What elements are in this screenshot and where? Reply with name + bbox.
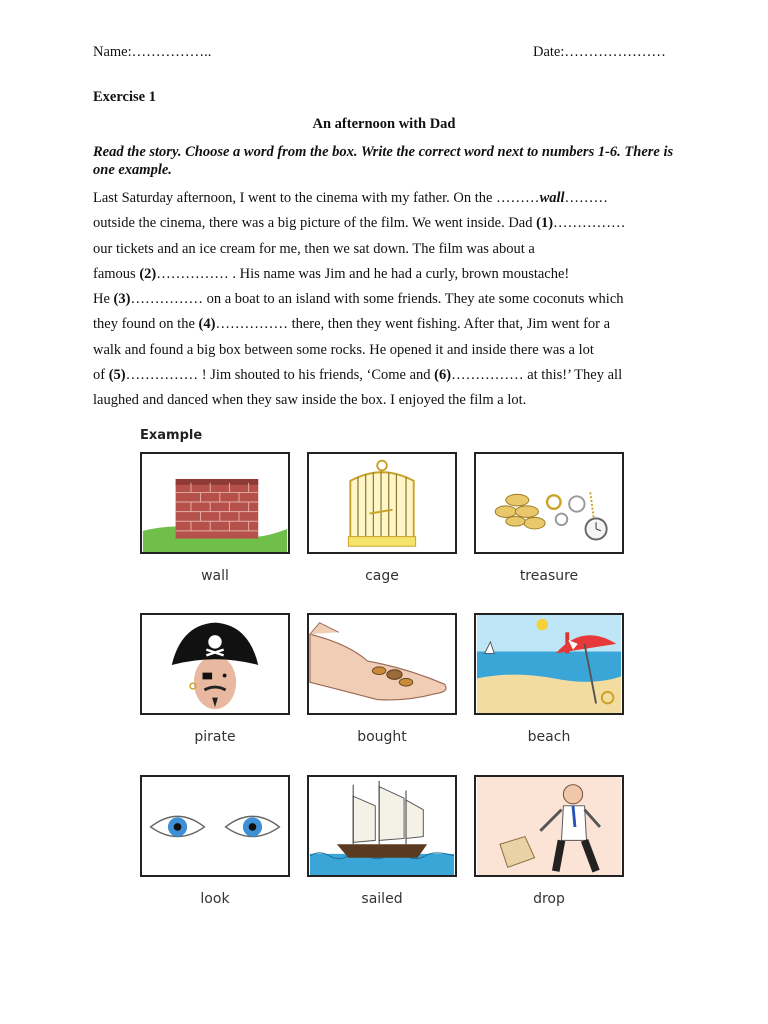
- story-line-9: laughed and danced when they saw inside the box. I enjoyed the film a lot.: [93, 392, 527, 409]
- story-text-fragment: He: [93, 291, 114, 308]
- story-text-fragment: of: [93, 367, 109, 384]
- word-bought: bought: [357, 729, 407, 745]
- look-picture-card[interactable]: [140, 775, 290, 877]
- date-field: Date:…………………: [533, 44, 666, 60]
- story-line-4: [93, 262, 693, 287]
- man-dropping-box-icon: [476, 777, 622, 875]
- gap-1-blank[interactable]: ……………: [553, 215, 626, 232]
- drop-picture-card[interactable]: [474, 775, 624, 877]
- word-sailed: sailed: [361, 891, 403, 907]
- story-line-7: walk and found a big box between some rocks. He opened it and inside there was a lot: [93, 341, 594, 358]
- instructions: Read the story. Choose a word from the box. Write the correct word next to numbers 1-6. There is one example.: [93, 144, 674, 178]
- brick-wall-icon: [142, 454, 288, 552]
- cage-picture-card[interactable]: [307, 452, 457, 554]
- gap-number-5: (5): [108, 367, 126, 384]
- treasure-coins-icon: [476, 454, 622, 552]
- hand-coins-icon: [309, 615, 455, 713]
- gap-number-1: (1): [536, 215, 554, 232]
- gap-number-3: (3): [113, 291, 131, 308]
- story-text: [93, 186, 693, 414]
- gap-number-6: (6): [434, 367, 452, 384]
- wall-picture-card[interactable]: [140, 452, 290, 554]
- story-title: An afternoon with Dad: [312, 116, 456, 132]
- story-text-fragment: they found on the: [93, 316, 199, 333]
- word-treasure: treasure: [519, 568, 579, 584]
- bought-picture-card[interactable]: [307, 613, 457, 715]
- word-pirate: pirate: [194, 729, 236, 745]
- word-wall: wall: [201, 568, 229, 584]
- word-cage: cage: [365, 568, 399, 584]
- pirate-icon: [142, 615, 288, 713]
- word-look: look: [200, 891, 230, 907]
- gap-6-blank[interactable]: …………… at this!’ They all: [451, 367, 623, 384]
- name-field: Name:……………..: [93, 44, 212, 60]
- story-line-6: [93, 312, 693, 337]
- gap-3-blank[interactable]: …………… on a boat to an island with some friends. They ate some coconuts which: [130, 291, 624, 308]
- gap-5-blank[interactable]: …………… ! Jim shouted to his friends, ‘Come and: [125, 367, 435, 384]
- story-text-fragment: Last Saturday afternoon, I went to the cinema with my father. On the ………: [93, 190, 540, 206]
- gap-number-2: (2): [139, 265, 157, 282]
- word-drop: drop: [533, 891, 565, 907]
- story-line-3: our tickets and an ice cream for me, then we sat down. The film was about a: [93, 240, 535, 257]
- story-text-fragment: outside the cinema, there was a big picture of the film. We went inside. Dad: [93, 215, 537, 232]
- beach-picture-card[interactable]: [474, 613, 624, 715]
- word-beach: beach: [527, 729, 571, 745]
- birdcage-icon: [309, 454, 455, 552]
- pirate-picture-card[interactable]: [140, 613, 290, 715]
- story-line-2: [93, 211, 693, 236]
- beach-umbrella-icon: [476, 615, 622, 713]
- story-line-1: [93, 186, 693, 211]
- example-label: Example: [140, 428, 203, 443]
- story-line-8: [93, 363, 693, 388]
- gap-2-blank[interactable]: …………… . His name was Jim and he had a curly, brown moustache!: [156, 265, 570, 282]
- story-text-fragment: famous: [93, 265, 140, 282]
- example-answer: wall: [539, 190, 565, 206]
- story-line-5: [93, 287, 693, 312]
- story-text-fragment: ………: [564, 190, 609, 206]
- sailing-ship-icon: [309, 777, 455, 875]
- sailed-picture-card[interactable]: [307, 775, 457, 877]
- gap-4-blank[interactable]: …………… there, then they went fishing. After that, Jim went for a: [215, 316, 611, 333]
- treasure-picture-card[interactable]: [474, 452, 624, 554]
- exercise-label: Exercise 1: [93, 89, 156, 105]
- gap-number-4: (4): [198, 316, 216, 333]
- eyes-icon: [142, 777, 288, 875]
